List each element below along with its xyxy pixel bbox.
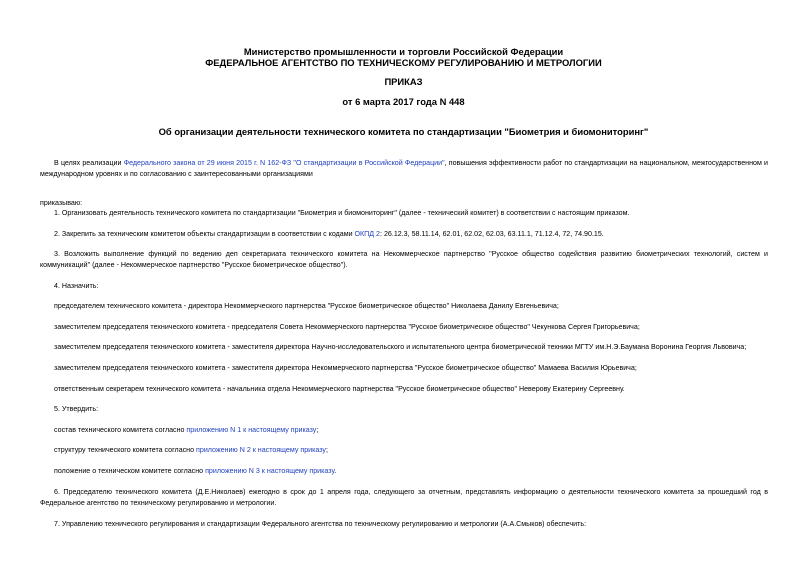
approve-regulation-end: . [334,467,337,475]
item-1: 1. Организовать деятельность технического комитета по стандартизации "Биометрия и биомониторинг" (далее - технический комитет) в соответствии с настоящим приказом. [54,209,630,217]
ministry-heading: Министерство промышленности и торговли Российской Федерации [243,46,564,57]
date-number-heading: от 6 марта 2017 года N 448 [342,96,465,107]
appointment-deputy-2: заместителем председателя технического комитета - заместителя директора Научно-исследовательского и испытательного центра биометрической техники МГТУ им.Н.Э.Баумана Воронина Георгия Львовича; [54,343,747,351]
appendix-1-link[interactable]: приложению N 1 к настоящему приказу [186,426,317,434]
intro-paragraph [40,158,768,180]
approve-structure [54,445,328,456]
appendix-3-link[interactable]: приложению N 3 к настоящему приказу [205,467,335,475]
law-link[interactable]: Федерального закона от 29 июня 2015 г. N 162-ФЗ "О стандартизации в Российской Федерации" [123,159,445,167]
item-3: 3. Возложить выполнение функций по ведению деп секретариата технического комитета на Некоммерческое партнерство "Русское общество содействия развитию биометрических технологий, систем и коммуникаций" (далее - Некоммерческое партнерство "Русское биометрическое общество"). [40,250,768,269]
approve-structure-end: ; [325,446,328,454]
item-2-text-before: 2. Закрепить за техническим комитетом объекты стандартизации в соответствии с кодами [54,230,355,238]
appointment-deputy-3: заместителем председателя технического комитета - заместителя директора Некоммерческого партнерства "Русское биометрическое общество" Мамаева Василия Юрьевича; [54,364,637,372]
approve-composition-text: состав технического комитета согласно [54,426,187,434]
intro-text-after: , повышения эффективности работ по стандартизации на национальном, межгосударственном и международном уровнях и по согласованию с заинтересованными организациями [40,159,768,178]
doc-type-heading: ПРИКАЗ [384,76,423,87]
approve-regulation [54,466,336,477]
appointment-deputy-1: заместителем председателя технического комитета - председателя Совета Некоммерческого партнерства "Русское биометрическое общество" Чекункова Сергея Григорьевича; [54,323,640,331]
agency-heading: ФЕДЕРАЛЬНОЕ АГЕНТСТВО ПО ТЕХНИЧЕСКОМУ РЕГУЛИРОВАНИЮ И МЕТРОЛОГИИ [205,57,602,68]
appendix-2-link[interactable]: приложению N 2 к настоящему приказу [196,446,326,454]
document-title: Об организации деятельности технического комитета по стандартизации "Биометрия и биомониторинг" [158,126,649,137]
item-2 [54,229,604,240]
item-6: 6. Председателю технического комитета (Д.Е.Николаев) ежегодно в срок до 1 апреля года, следующего за отчетным, представлять информацию о деятельности технического комитета за прошедший год в Федеральное агентство по техническому регулированию и метрологии. [40,488,768,507]
item-4-heading: 4. Назначить: [54,282,99,290]
approve-structure-text: структуру технического комитета согласно [54,446,197,454]
approve-regulation-text: положение о техническом комитете согласно [54,467,206,475]
item-2-text-after: : 26.12.3, 58.11.14, 62.01, 62.02, 62.03, 63.11.1, 71.12.4, 72, 74.90.15. [380,230,604,238]
order-word: приказываю: [40,199,83,207]
approve-composition [54,425,318,436]
item-7: 7. Управлению технического регулирования и стандартизации Федерального агентства по техническому регулированию и метрологии (А.А.Смыков) обеспечить: [54,520,587,528]
okpd2-link[interactable]: ОКПД 2 [354,230,381,238]
item-5-heading: 5. Утвердить: [54,405,99,413]
appointment-chair: председателем технического комитета - директора Некоммерческого партнерства "Русское биометрическое общество" Николаева Данилу Евгеньевича; [54,302,559,310]
appointment-secretary: ответственным секретарем технического комитета - начальника отдела Некоммерческого партнерства "Русское биометрическое общество" Неверову Екатерину Сергеевну. [54,385,625,393]
intro-text-before: В целях реализации [54,159,124,167]
approve-composition-end: ; [316,426,319,434]
